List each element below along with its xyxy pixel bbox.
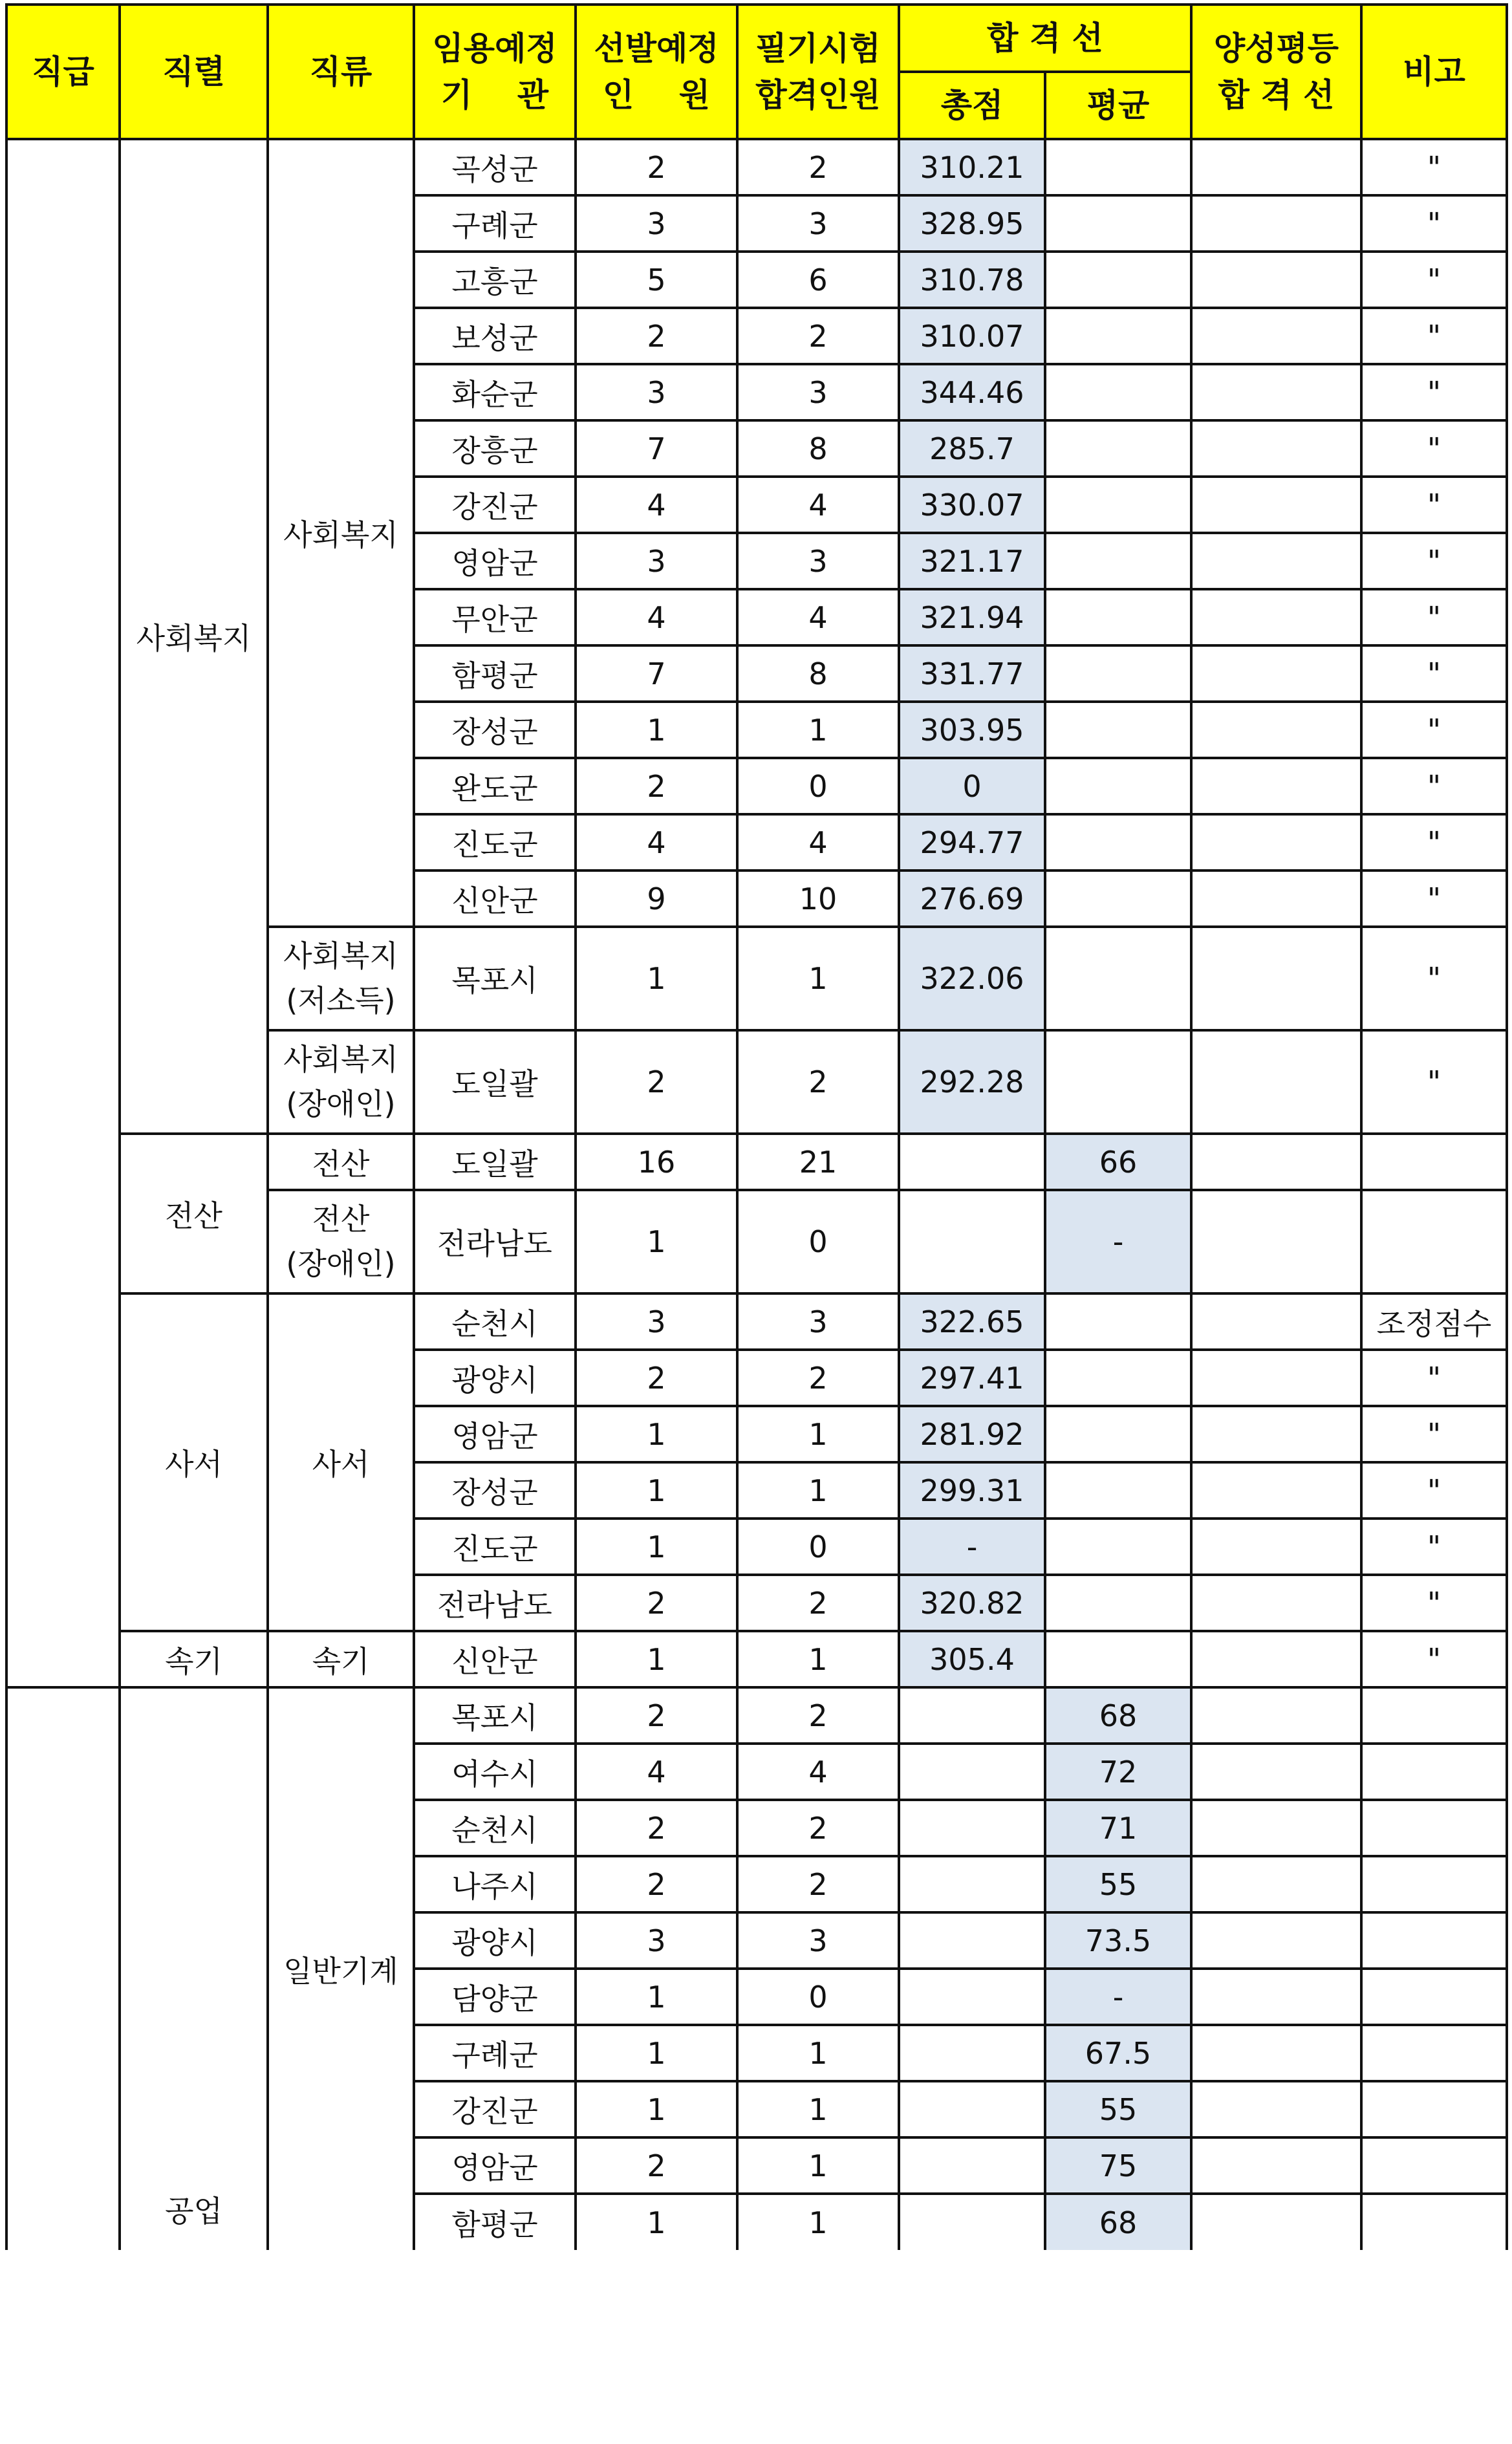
cell-agency: 함평군	[414, 645, 576, 702]
cell-passed: 1	[737, 2137, 899, 2194]
cell-note: "	[1361, 1350, 1507, 1406]
cell-quota: 1	[576, 1190, 737, 1293]
header-series: 직렬	[120, 5, 268, 139]
cell-quota: 2	[576, 758, 737, 814]
cell-quota: 2	[576, 1856, 737, 1912]
cell-equality	[1191, 1134, 1361, 1190]
cell-agency: 신안군	[414, 1631, 576, 1687]
class-librarian: 사서	[268, 1293, 414, 1631]
class-computing: 전산	[268, 1134, 414, 1190]
cell-agency: 담양군	[414, 1969, 576, 2025]
cell-equality	[1191, 252, 1361, 308]
class-welfare-low-income	[268, 927, 414, 1030]
cell-total: 299.31	[899, 1462, 1045, 1519]
cell-agency: 영암군	[414, 533, 576, 589]
class-computing-disabled-line1: 전산	[312, 1202, 370, 1237]
cell-passed: 2	[737, 1856, 899, 1912]
cell-passed: 2	[737, 1800, 899, 1856]
series-welfare: 사회복지	[120, 139, 268, 1134]
cell-note	[1361, 1856, 1507, 1912]
cell-agency: 진도군	[414, 814, 576, 871]
cell-total: 0	[899, 758, 1045, 814]
cell-note	[1361, 1800, 1507, 1856]
cell-agency: 구례군	[414, 195, 576, 252]
cell-average	[1045, 1293, 1191, 1350]
table-row	[6, 1293, 1507, 1350]
header-quota-line1: 선발예정	[594, 29, 719, 67]
cell-average	[1045, 139, 1191, 195]
cell-equality	[1191, 1519, 1361, 1575]
cell-total	[899, 1856, 1045, 1912]
cell-total: 310.07	[899, 308, 1045, 364]
cell-quota: 2	[576, 1350, 737, 1406]
cell-agency: 전라남도	[414, 1190, 576, 1293]
class-welfare-disabled-line1: 사회복지	[283, 1042, 398, 1077]
class-computing-disabled	[268, 1190, 414, 1293]
cell-total	[899, 1190, 1045, 1293]
cell-note: "	[1361, 308, 1507, 364]
header-agency-line2: 기 관	[440, 76, 549, 114]
class-welfare-low-income-line1: 사회복지	[283, 938, 398, 973]
cell-equality	[1191, 871, 1361, 927]
series-computing: 전산	[120, 1134, 268, 1293]
header-class: 직류	[268, 5, 414, 139]
cell-average	[1045, 645, 1191, 702]
cell-passed: 1	[737, 2194, 899, 2250]
series-librarian: 사서	[120, 1293, 268, 1631]
cell-equality	[1191, 308, 1361, 364]
cell-total	[899, 1969, 1045, 2025]
cell-equality	[1191, 758, 1361, 814]
cell-quota: 3	[576, 1293, 737, 1350]
cell-agency: 여수시	[414, 1744, 576, 1800]
cell-equality	[1191, 1293, 1361, 1350]
cell-average: 66	[1045, 1134, 1191, 1190]
cell-agency: 장성군	[414, 1462, 576, 1519]
cell-quota: 2	[576, 1575, 737, 1631]
cell-average: -	[1045, 1969, 1191, 2025]
cell-note: "	[1361, 1631, 1507, 1687]
cell-note: "	[1361, 477, 1507, 533]
cell-agency: 순천시	[414, 1800, 576, 1856]
cell-agency: 순천시	[414, 1293, 576, 1350]
cell-agency: 목포시	[414, 1687, 576, 1744]
cell-note: "	[1361, 1406, 1507, 1462]
cell-quota: 1	[576, 927, 737, 1030]
cell-average	[1045, 589, 1191, 645]
cell-quota: 1	[576, 2025, 737, 2081]
cell-passed: 0	[737, 1519, 899, 1575]
cell-quota: 2	[576, 308, 737, 364]
cell-total: 331.77	[899, 645, 1045, 702]
cell-agency: 완도군	[414, 758, 576, 814]
cell-agency: 신안군	[414, 871, 576, 927]
cell-equality	[1191, 2081, 1361, 2137]
cell-agency: 구례군	[414, 2025, 576, 2081]
cell-note	[1361, 2081, 1507, 2137]
cell-passed: 3	[737, 1912, 899, 1969]
cell-equality	[1191, 702, 1361, 758]
cell-agency: 나주시	[414, 1856, 576, 1912]
cell-passed: 4	[737, 1744, 899, 1800]
cell-note: "	[1361, 1462, 1507, 1519]
header-average: 평균	[1045, 72, 1191, 139]
cell-average: 67.5	[1045, 2025, 1191, 2081]
cell-total	[899, 2081, 1045, 2137]
cell-total	[899, 1687, 1045, 1744]
cell-passed: 2	[737, 308, 899, 364]
grade-blank-cell	[6, 139, 120, 1687]
cell-quota: 9	[576, 871, 737, 927]
class-stenography: 속기	[268, 1631, 414, 1687]
cell-passed: 2	[737, 1030, 899, 1134]
cell-note	[1361, 2194, 1507, 2250]
cell-equality	[1191, 814, 1361, 871]
cell-total: 297.41	[899, 1350, 1045, 1406]
cell-total	[899, 1800, 1045, 1856]
cell-agency: 광양시	[414, 1912, 576, 1969]
cell-average	[1045, 1406, 1191, 1462]
cell-average	[1045, 477, 1191, 533]
cell-equality	[1191, 1190, 1361, 1293]
cell-total	[899, 2025, 1045, 2081]
cell-agency: 도일괄	[414, 1134, 576, 1190]
cell-average	[1045, 1462, 1191, 1519]
cell-passed: 2	[737, 1350, 899, 1406]
cell-quota: 4	[576, 814, 737, 871]
cell-average	[1045, 533, 1191, 589]
header-quota-line2: 인 원	[602, 76, 711, 114]
header-agency-line1: 임용예정	[432, 29, 557, 67]
cell-total	[899, 2137, 1045, 2194]
cell-equality	[1191, 1687, 1361, 1744]
cell-passed: 1	[737, 1462, 899, 1519]
cell-passed: 8	[737, 645, 899, 702]
cell-passed: 10	[737, 871, 899, 927]
cell-agency: 고흥군	[414, 252, 576, 308]
cell-note: "	[1361, 758, 1507, 814]
cell-passed: 21	[737, 1134, 899, 1190]
cell-total: 305.4	[899, 1631, 1045, 1687]
cell-total: 303.95	[899, 702, 1045, 758]
class-welfare-low-income-line2: (저소득)	[286, 983, 396, 1018]
cell-note	[1361, 1912, 1507, 1969]
cell-total	[899, 2194, 1045, 2250]
cell-equality	[1191, 1912, 1361, 1969]
cell-agency: 강진군	[414, 477, 576, 533]
table-row	[6, 139, 1507, 195]
cell-total: 322.65	[899, 1293, 1045, 1350]
cell-note: "	[1361, 139, 1507, 195]
class-welfare-disabled	[268, 1030, 414, 1134]
cell-average	[1045, 1030, 1191, 1134]
cell-average	[1045, 1350, 1191, 1406]
header-equality	[1191, 5, 1361, 139]
cell-passed: 0	[737, 758, 899, 814]
cell-quota: 3	[576, 1912, 737, 1969]
cell-average	[1045, 814, 1191, 871]
header-equality-line2: 합 격 선	[1218, 76, 1335, 114]
cell-average: 68	[1045, 2194, 1191, 2250]
cell-quota: 2	[576, 1687, 737, 1744]
cell-agency: 장성군	[414, 702, 576, 758]
cell-note: "	[1361, 420, 1507, 477]
class-mechanical: 일반기계	[268, 1687, 414, 2250]
cell-note	[1361, 2025, 1507, 2081]
cell-note	[1361, 1969, 1507, 2025]
cell-average: 73.5	[1045, 1912, 1191, 1969]
cell-agency: 목포시	[414, 927, 576, 1030]
cell-average: 75	[1045, 2137, 1191, 2194]
cell-quota: 1	[576, 1519, 737, 1575]
header-row	[6, 5, 1507, 72]
cell-note: "	[1361, 589, 1507, 645]
exam-cutoff-table	[5, 3, 1508, 2250]
cell-passed: 4	[737, 814, 899, 871]
cell-quota: 4	[576, 589, 737, 645]
cell-average: 55	[1045, 1856, 1191, 1912]
cell-total	[899, 1744, 1045, 1800]
cell-total: 294.77	[899, 814, 1045, 871]
cell-note: 조정점수	[1361, 1293, 1507, 1350]
cell-note: "	[1361, 702, 1507, 758]
header-equality-line1: 양성평등	[1213, 29, 1339, 67]
cell-note: "	[1361, 252, 1507, 308]
cell-total: 285.7	[899, 420, 1045, 477]
cell-equality	[1191, 533, 1361, 589]
cell-quota: 1	[576, 702, 737, 758]
cell-equality	[1191, 589, 1361, 645]
cell-quota: 2	[576, 1800, 737, 1856]
cell-agency: 무안군	[414, 589, 576, 645]
cell-equality	[1191, 195, 1361, 252]
cell-note: "	[1361, 814, 1507, 871]
cell-average	[1045, 702, 1191, 758]
cell-note: "	[1361, 195, 1507, 252]
cell-average	[1045, 195, 1191, 252]
cell-agency: 영암군	[414, 2137, 576, 2194]
cell-equality	[1191, 1575, 1361, 1631]
cell-equality	[1191, 1800, 1361, 1856]
cell-quota: 2	[576, 2137, 737, 2194]
class-welfare-disabled-line2: (장애인)	[286, 1087, 396, 1121]
cell-total: 276.69	[899, 871, 1045, 927]
cell-equality	[1191, 2137, 1361, 2194]
cell-passed: 3	[737, 364, 899, 420]
cell-quota: 5	[576, 252, 737, 308]
header-note: 비고	[1361, 5, 1507, 139]
cell-total: 310.21	[899, 139, 1045, 195]
cell-note	[1361, 1687, 1507, 1744]
table-row	[6, 1687, 1507, 1744]
cell-equality	[1191, 477, 1361, 533]
cell-average	[1045, 364, 1191, 420]
cell-total: 321.17	[899, 533, 1045, 589]
cell-quota: 4	[576, 477, 737, 533]
grade-blank-cell-2	[6, 1687, 120, 2250]
header-agency	[414, 5, 576, 139]
header-total: 총점	[899, 72, 1045, 139]
cell-total: 328.95	[899, 195, 1045, 252]
header-passed	[737, 5, 899, 139]
cell-note: "	[1361, 927, 1507, 1030]
cell-average	[1045, 927, 1191, 1030]
cell-average	[1045, 420, 1191, 477]
cell-equality	[1191, 364, 1361, 420]
cell-passed: 1	[737, 927, 899, 1030]
cell-note	[1361, 1134, 1507, 1190]
cell-total	[899, 1134, 1045, 1190]
cell-note: "	[1361, 1519, 1507, 1575]
header-passed-line1: 필기시험	[755, 29, 881, 67]
cell-quota: 1	[576, 1406, 737, 1462]
cell-note: "	[1361, 364, 1507, 420]
cell-total: 344.46	[899, 364, 1045, 420]
cell-total: 281.92	[899, 1406, 1045, 1462]
cell-quota: 1	[576, 2194, 737, 2250]
cell-note: "	[1361, 1575, 1507, 1631]
cell-equality	[1191, 139, 1361, 195]
cell-equality	[1191, 645, 1361, 702]
cell-quota: 7	[576, 645, 737, 702]
cell-passed: 1	[737, 702, 899, 758]
cell-note: "	[1361, 533, 1507, 589]
cell-passed: 0	[737, 1190, 899, 1293]
cell-agency: 곡성군	[414, 139, 576, 195]
cell-average: 55	[1045, 2081, 1191, 2137]
cell-equality	[1191, 1969, 1361, 2025]
cell-equality	[1191, 420, 1361, 477]
cell-average	[1045, 1575, 1191, 1631]
cell-passed: 4	[737, 477, 899, 533]
cell-average: 71	[1045, 1800, 1191, 1856]
cell-agency: 도일괄	[414, 1030, 576, 1134]
cell-total: 310.78	[899, 252, 1045, 308]
cell-note	[1361, 1190, 1507, 1293]
cell-agency: 영암군	[414, 1406, 576, 1462]
cell-equality	[1191, 1406, 1361, 1462]
cell-average: 68	[1045, 1687, 1191, 1744]
cell-passed: 2	[737, 1687, 899, 1744]
cell-passed: 0	[737, 1969, 899, 2025]
cell-quota: 1	[576, 2081, 737, 2137]
cell-average	[1045, 252, 1191, 308]
cell-agency: 강진군	[414, 2081, 576, 2137]
cell-passed: 4	[737, 589, 899, 645]
cell-quota: 3	[576, 364, 737, 420]
cell-average: 72	[1045, 1744, 1191, 1800]
cell-average	[1045, 308, 1191, 364]
header-grade: 직급	[6, 5, 120, 139]
cell-average	[1045, 871, 1191, 927]
cell-agency: 전라남도	[414, 1575, 576, 1631]
cell-average: -	[1045, 1190, 1191, 1293]
cell-agency: 광양시	[414, 1350, 576, 1406]
table-row	[6, 1631, 1507, 1687]
header-quota	[576, 5, 737, 139]
class-welfare: 사회복지	[268, 139, 414, 927]
cell-equality	[1191, 1631, 1361, 1687]
cell-equality	[1191, 1856, 1361, 1912]
cell-passed: 1	[737, 1406, 899, 1462]
cell-total	[899, 1912, 1045, 1969]
cell-average	[1045, 1519, 1191, 1575]
cell-agency: 함평군	[414, 2194, 576, 2250]
cell-quota: 3	[576, 195, 737, 252]
cell-equality	[1191, 1462, 1361, 1519]
cell-passed: 1	[737, 1631, 899, 1687]
cell-total: 292.28	[899, 1030, 1045, 1134]
cell-equality	[1191, 2194, 1361, 2250]
cell-passed: 1	[737, 2025, 899, 2081]
cell-equality	[1191, 1350, 1361, 1406]
cell-quota: 7	[576, 420, 737, 477]
cell-total: 321.94	[899, 589, 1045, 645]
header-passed-line2: 합격인원	[755, 76, 881, 114]
cell-quota: 16	[576, 1134, 737, 1190]
cell-equality	[1191, 1744, 1361, 1800]
class-computing-disabled-line2: (장애인)	[286, 1246, 396, 1281]
cell-agency: 보성군	[414, 308, 576, 364]
cell-total: 320.82	[899, 1575, 1045, 1631]
cell-agency: 화순군	[414, 364, 576, 420]
cell-average	[1045, 758, 1191, 814]
cell-quota: 3	[576, 533, 737, 589]
cell-quota: 4	[576, 1744, 737, 1800]
cell-total: 330.07	[899, 477, 1045, 533]
cell-passed: 8	[737, 420, 899, 477]
cell-quota: 1	[576, 1631, 737, 1687]
cell-quota: 1	[576, 1462, 737, 1519]
cell-quota: 1	[576, 1969, 737, 2025]
cell-passed: 2	[737, 1575, 899, 1631]
cell-passed: 1	[737, 2081, 899, 2137]
cell-agency: 진도군	[414, 1519, 576, 1575]
series-stenography: 속기	[120, 1631, 268, 1687]
cell-passed: 3	[737, 195, 899, 252]
cell-passed: 3	[737, 1293, 899, 1350]
cell-note: "	[1361, 1030, 1507, 1134]
cell-note	[1361, 1744, 1507, 1800]
cell-total: -	[899, 1519, 1045, 1575]
cell-quota: 2	[576, 139, 737, 195]
cell-agency: 장흥군	[414, 420, 576, 477]
cell-passed: 6	[737, 252, 899, 308]
cell-passed: 2	[737, 139, 899, 195]
cell-quota: 2	[576, 1030, 737, 1134]
cell-equality	[1191, 2025, 1361, 2081]
series-industry: 공업	[120, 1687, 268, 2250]
cell-note: "	[1361, 645, 1507, 702]
header-cutoff: 합 격 선	[899, 5, 1191, 72]
cell-equality	[1191, 1030, 1361, 1134]
table-row	[6, 1134, 1507, 1190]
cell-average	[1045, 1631, 1191, 1687]
cell-note	[1361, 2137, 1507, 2194]
cell-passed: 3	[737, 533, 899, 589]
cell-note: "	[1361, 871, 1507, 927]
cell-equality	[1191, 927, 1361, 1030]
cell-total: 322.06	[899, 927, 1045, 1030]
